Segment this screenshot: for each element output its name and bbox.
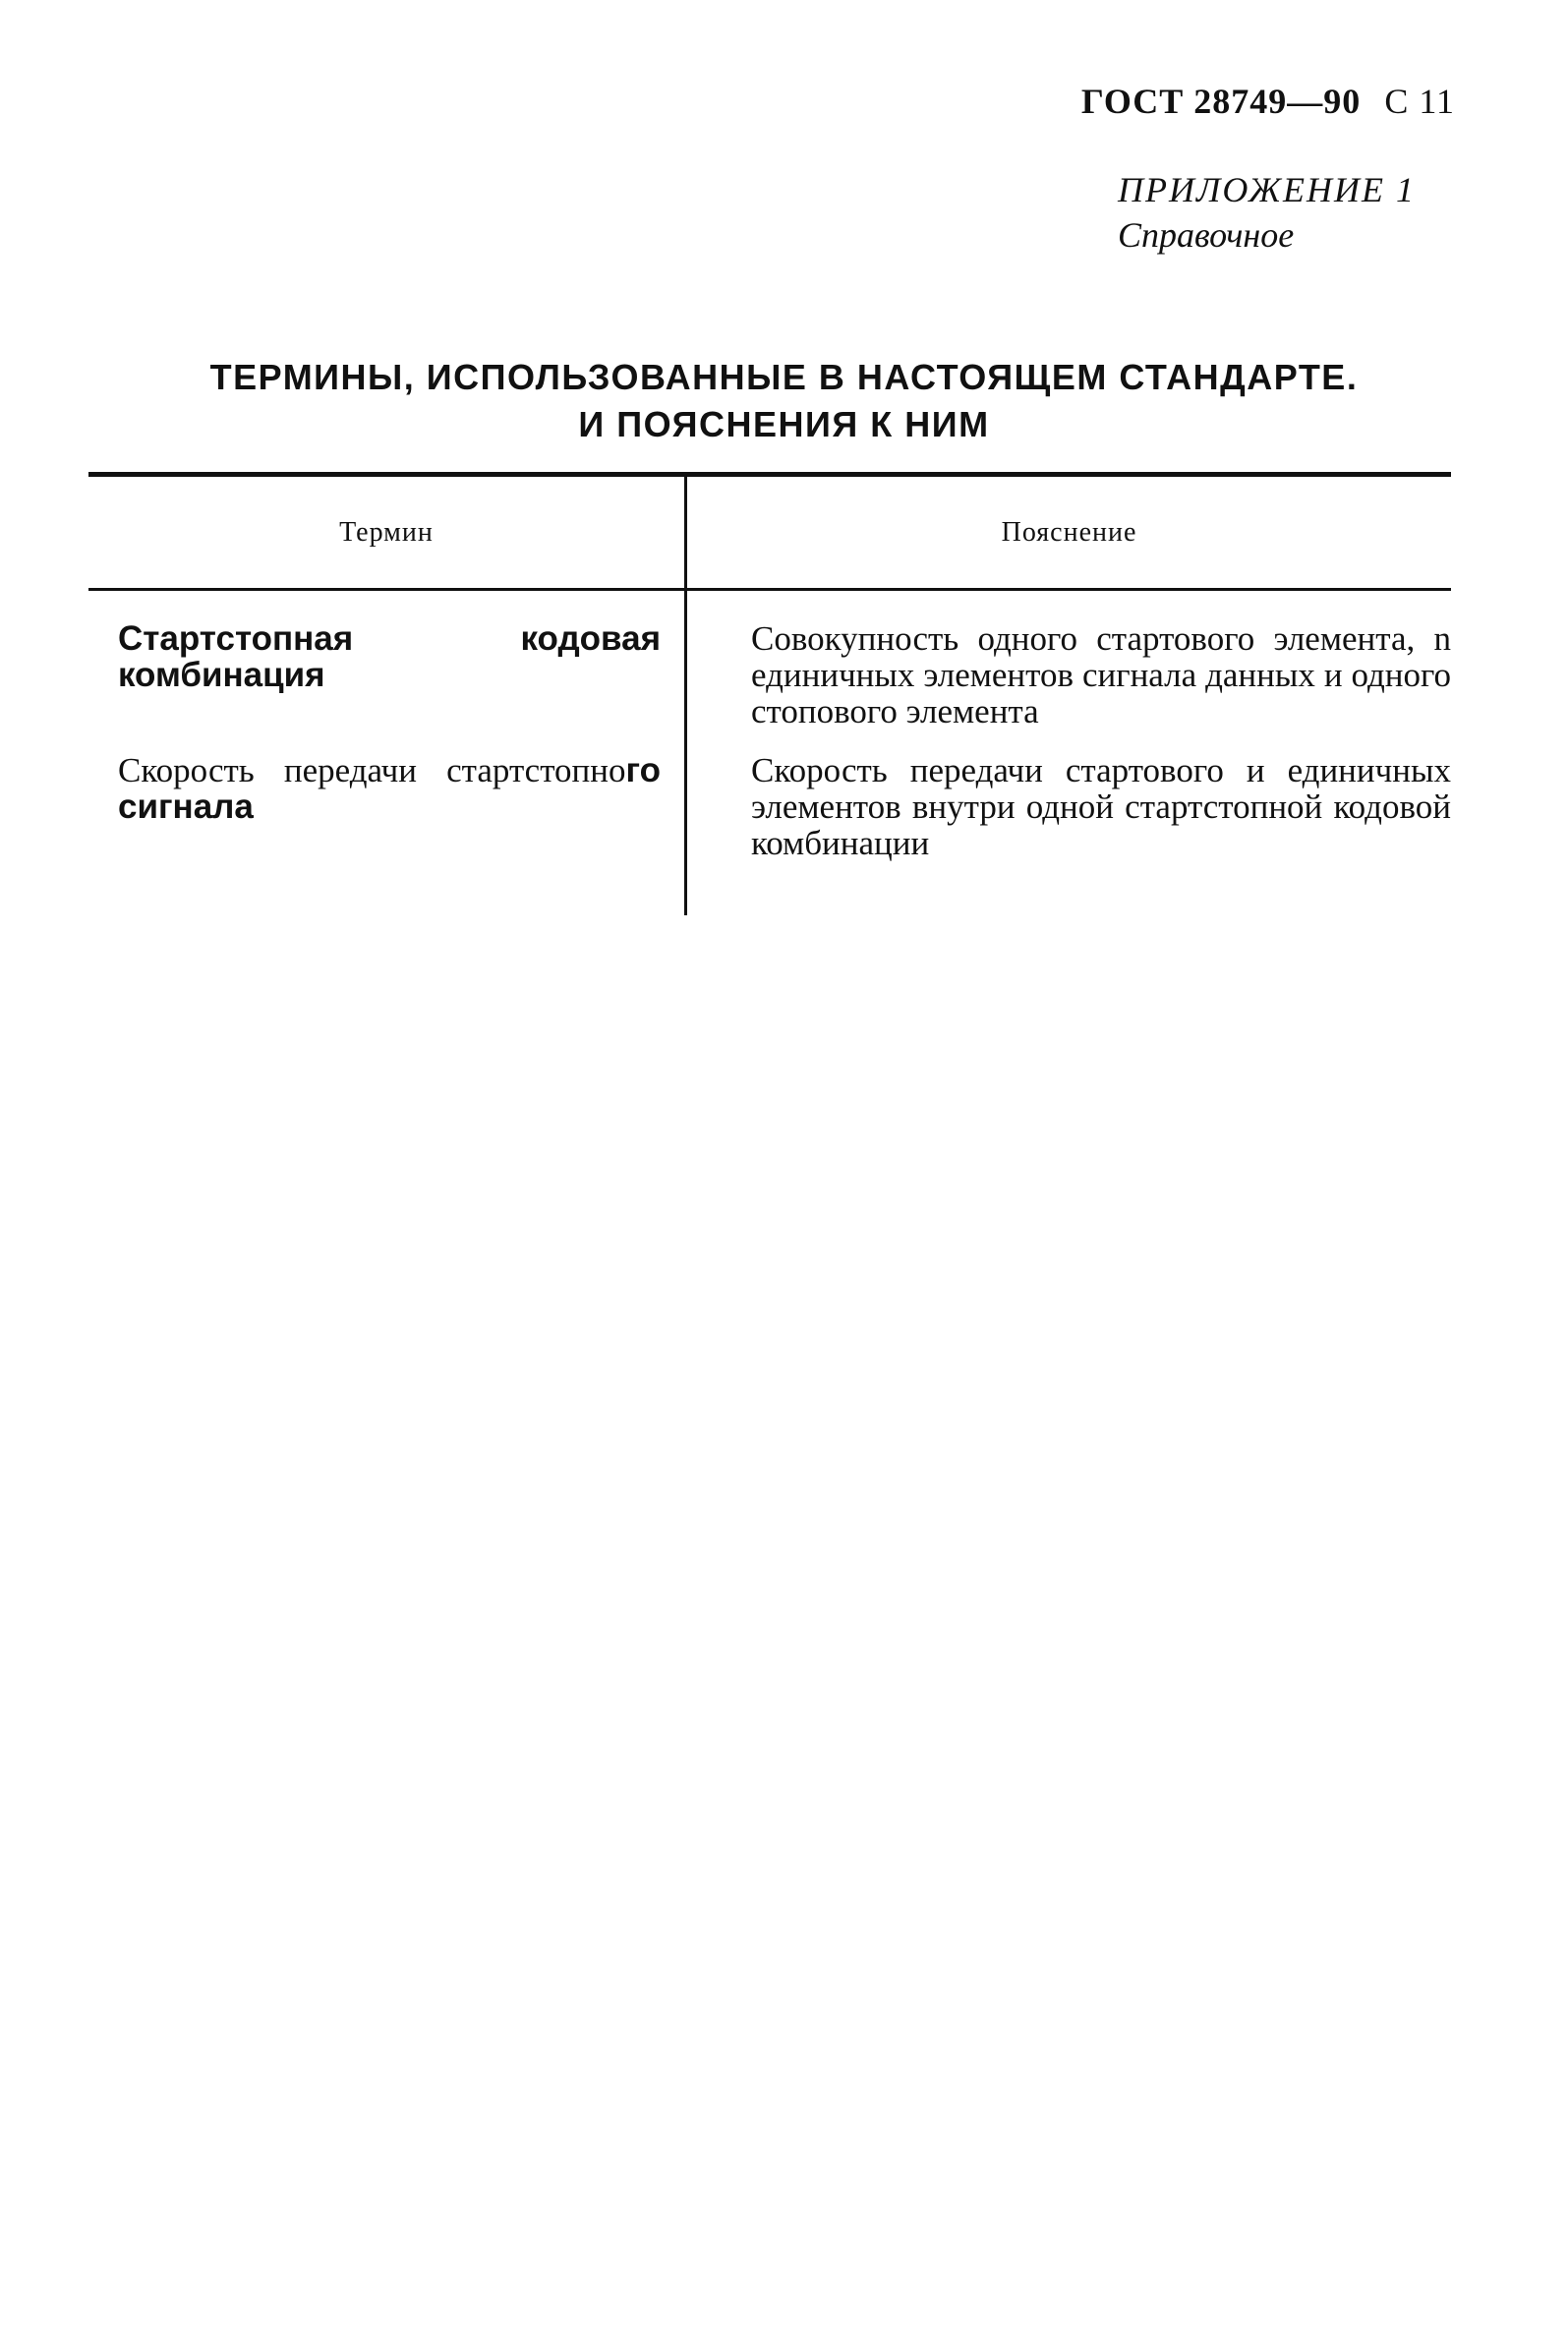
term-1-bold: Стартстопная кодовая комбинация [118,619,661,694]
appendix-subtitle: Справочное [1118,215,1295,255]
document-title [147,354,1421,448]
table-body [88,591,1451,915]
header-explanation: Пояснение [1001,516,1137,548]
explanation-row-1: Совокупность одного стартового элемента, n единичных элементов сигнала данных и одного стопового элемента [751,619,1451,730]
terms-column [88,591,684,915]
header-term: Термин [339,516,434,548]
table-header-row [88,477,1451,588]
term-row-1 [88,620,684,693]
term-row-2 [88,752,684,825]
appendix-title: ПРИЛОЖЕНИЕ 1 [1118,170,1416,209]
appendix-label [1118,167,1452,258]
term-2-bold: го сигнала [118,751,661,826]
explanation-row-2: Скорость передачи стартового и единичных элементов внутри одной стартстопной кодовой комбинации [751,751,1451,862]
title-line-1: ТЕРМИНЫ, ИСПОЛЬЗОВАННЫЕ В НАСТОЯЩЕМ СТАНДАРТЕ. [209,357,1359,397]
standard-number: ГОСТ 28749—90 [1080,82,1362,121]
page-header [1081,81,1455,122]
explanations-column [687,591,1451,915]
terms-table [88,472,1451,915]
page-number: С 11 [1384,82,1455,121]
title-line-2: И ПОЯСНЕНИЯ К НИМ [578,404,990,444]
term-2-plain: Скорость передачи стартстопно [118,751,626,789]
